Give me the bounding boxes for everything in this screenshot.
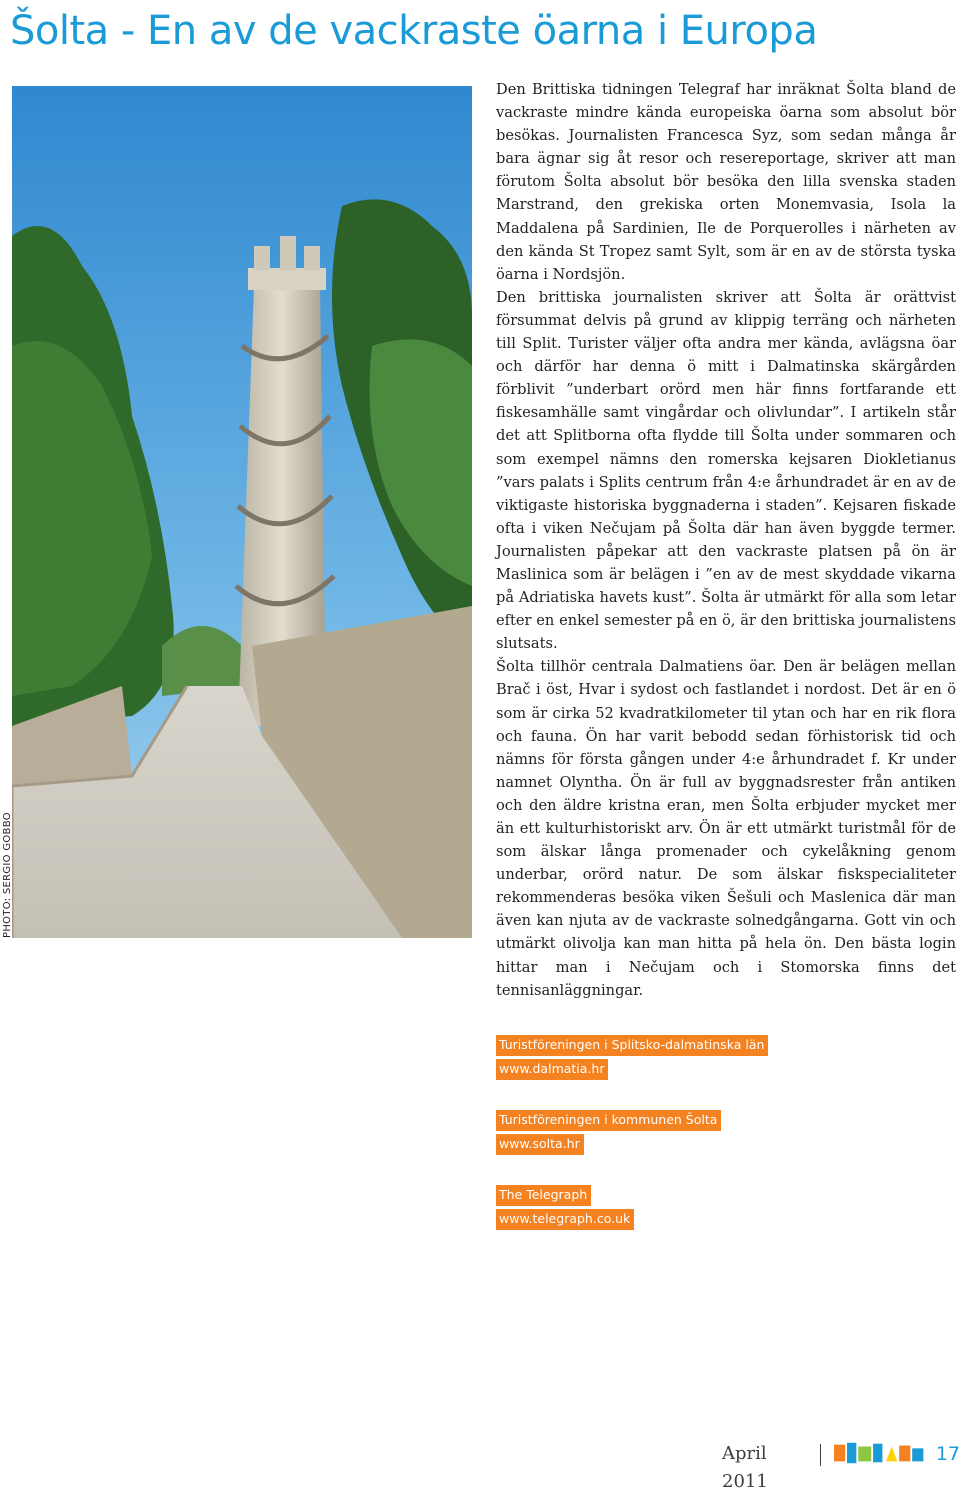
link-url[interactable]: www.dalmatia.hr <box>496 1059 608 1080</box>
photo-credit: PHOTO: SERGIO GOBBO <box>2 812 13 938</box>
link-org-label: Turistföreningen i kommunen Šolta <box>496 1110 721 1131</box>
link-url[interactable]: www.solta.hr <box>496 1134 584 1155</box>
page-footer <box>722 1440 960 1492</box>
lighthouse-tower-photo <box>12 86 472 938</box>
page-number: 17 <box>935 1443 960 1465</box>
footer-divider <box>820 1444 821 1466</box>
page-title: Šolta - En av de vackraste öarna i Europa <box>10 8 818 54</box>
links-section <box>496 1035 956 1260</box>
link-group <box>496 1035 956 1080</box>
link-group <box>496 1110 956 1155</box>
article-paragraph: Den Brittiska tidningen Telegraf har inräknat Šolta bland de vackraste mindre kända europeiska öarna som absolut bör besökas. Journalisten Francesca Syz, som sedan många år bara ägnar sig åt resor och resereportage, skriver att man förutom Šolta absolut bör besöka den lilla svenska staden Marstrand, den grekiska orten Monemvasia, Isola la Maddalena på Sardinien, Ile de Porquerolles i närheten av den kända St Tropez samt Sylt, som är en av de största tyska öarna i Nordsjön. <box>496 81 956 283</box>
link-org-label: The Telegraph <box>496 1185 591 1206</box>
link-org-label: Turistföreningen i Splitsko-dalmatinska län <box>496 1035 768 1056</box>
link-url[interactable]: www.telegraph.co.uk <box>496 1209 634 1230</box>
article-paragraph: Den brittiska journalisten skriver att Šolta är orättvist försummat delvis på grund av klippig terräng och närheten till Split. Turister väljer ofta andra mer kända, avlägsna öar och därför har denna ö mitt i Dalmatinska skärgården förblivit ”underbart orörd men här finns fortfarande ett fiskesamhälle samt vingårdar och olivlundar”. I artikeln står det att Splitborna ofta flydde till Šolta under sommaren och som exempel nämns den romerska kejsaren Diokletianus ”vars palats i Splits centrum från 4:e århundradet är en av de viktigaste historiska byggnaderna i staden”. Kejsaren fiskade ofta i viken Nečujam på Šolta där han även byggde termer. Journalisten påpekar att den vackraste platsen på ön är Maslinica som är belägen i ”en av de mest skyddade vikarna på Adriatiska havets kust”. Šolta är utmärkt för alla som letar efter en enkel semester på en ö, är den brittiska journalistens slutsats. <box>496 288 956 653</box>
article-body <box>496 78 956 1002</box>
issue-date: April 2011 <box>722 1443 768 1492</box>
magazine-logo-icon <box>834 1440 923 1466</box>
article-paragraph: Šolta tillhör centrala Dalmatiens öar. Den är belägen mellan Brač i öst, Hvar i sydost och fastlandet i nordost. Det är en ö som är cirka 52 kvadratkilometer til ytan och har en rik flora och fauna. Ön har varit bebodd sedan förhistorisk tid och nämns för första gången under 4:e århundradet f. Kr under namnet Olyntha. Ön är full av byggnadsrester från antiken och den äldre kristna eran, men Šolta erbjuder mycket mer än ett kulturhistoriskt arv. Ön är ett utmärkt turistmål för de som älskar långa promenader och cykelåkning genom underbar, orörd natur. De som älskar fiskspecialiteter rekommenderas besöka viken Šešuli och Maslenica där man även kan njuta av de vackraste solnedgångarna. Gott vin och utmärkt olivolja kan man hitta på hela ön. Den bästa login hittar man i Nečujam och i Stomorska finns det tennisanläggningar. <box>496 658 956 999</box>
link-group <box>496 1185 956 1230</box>
